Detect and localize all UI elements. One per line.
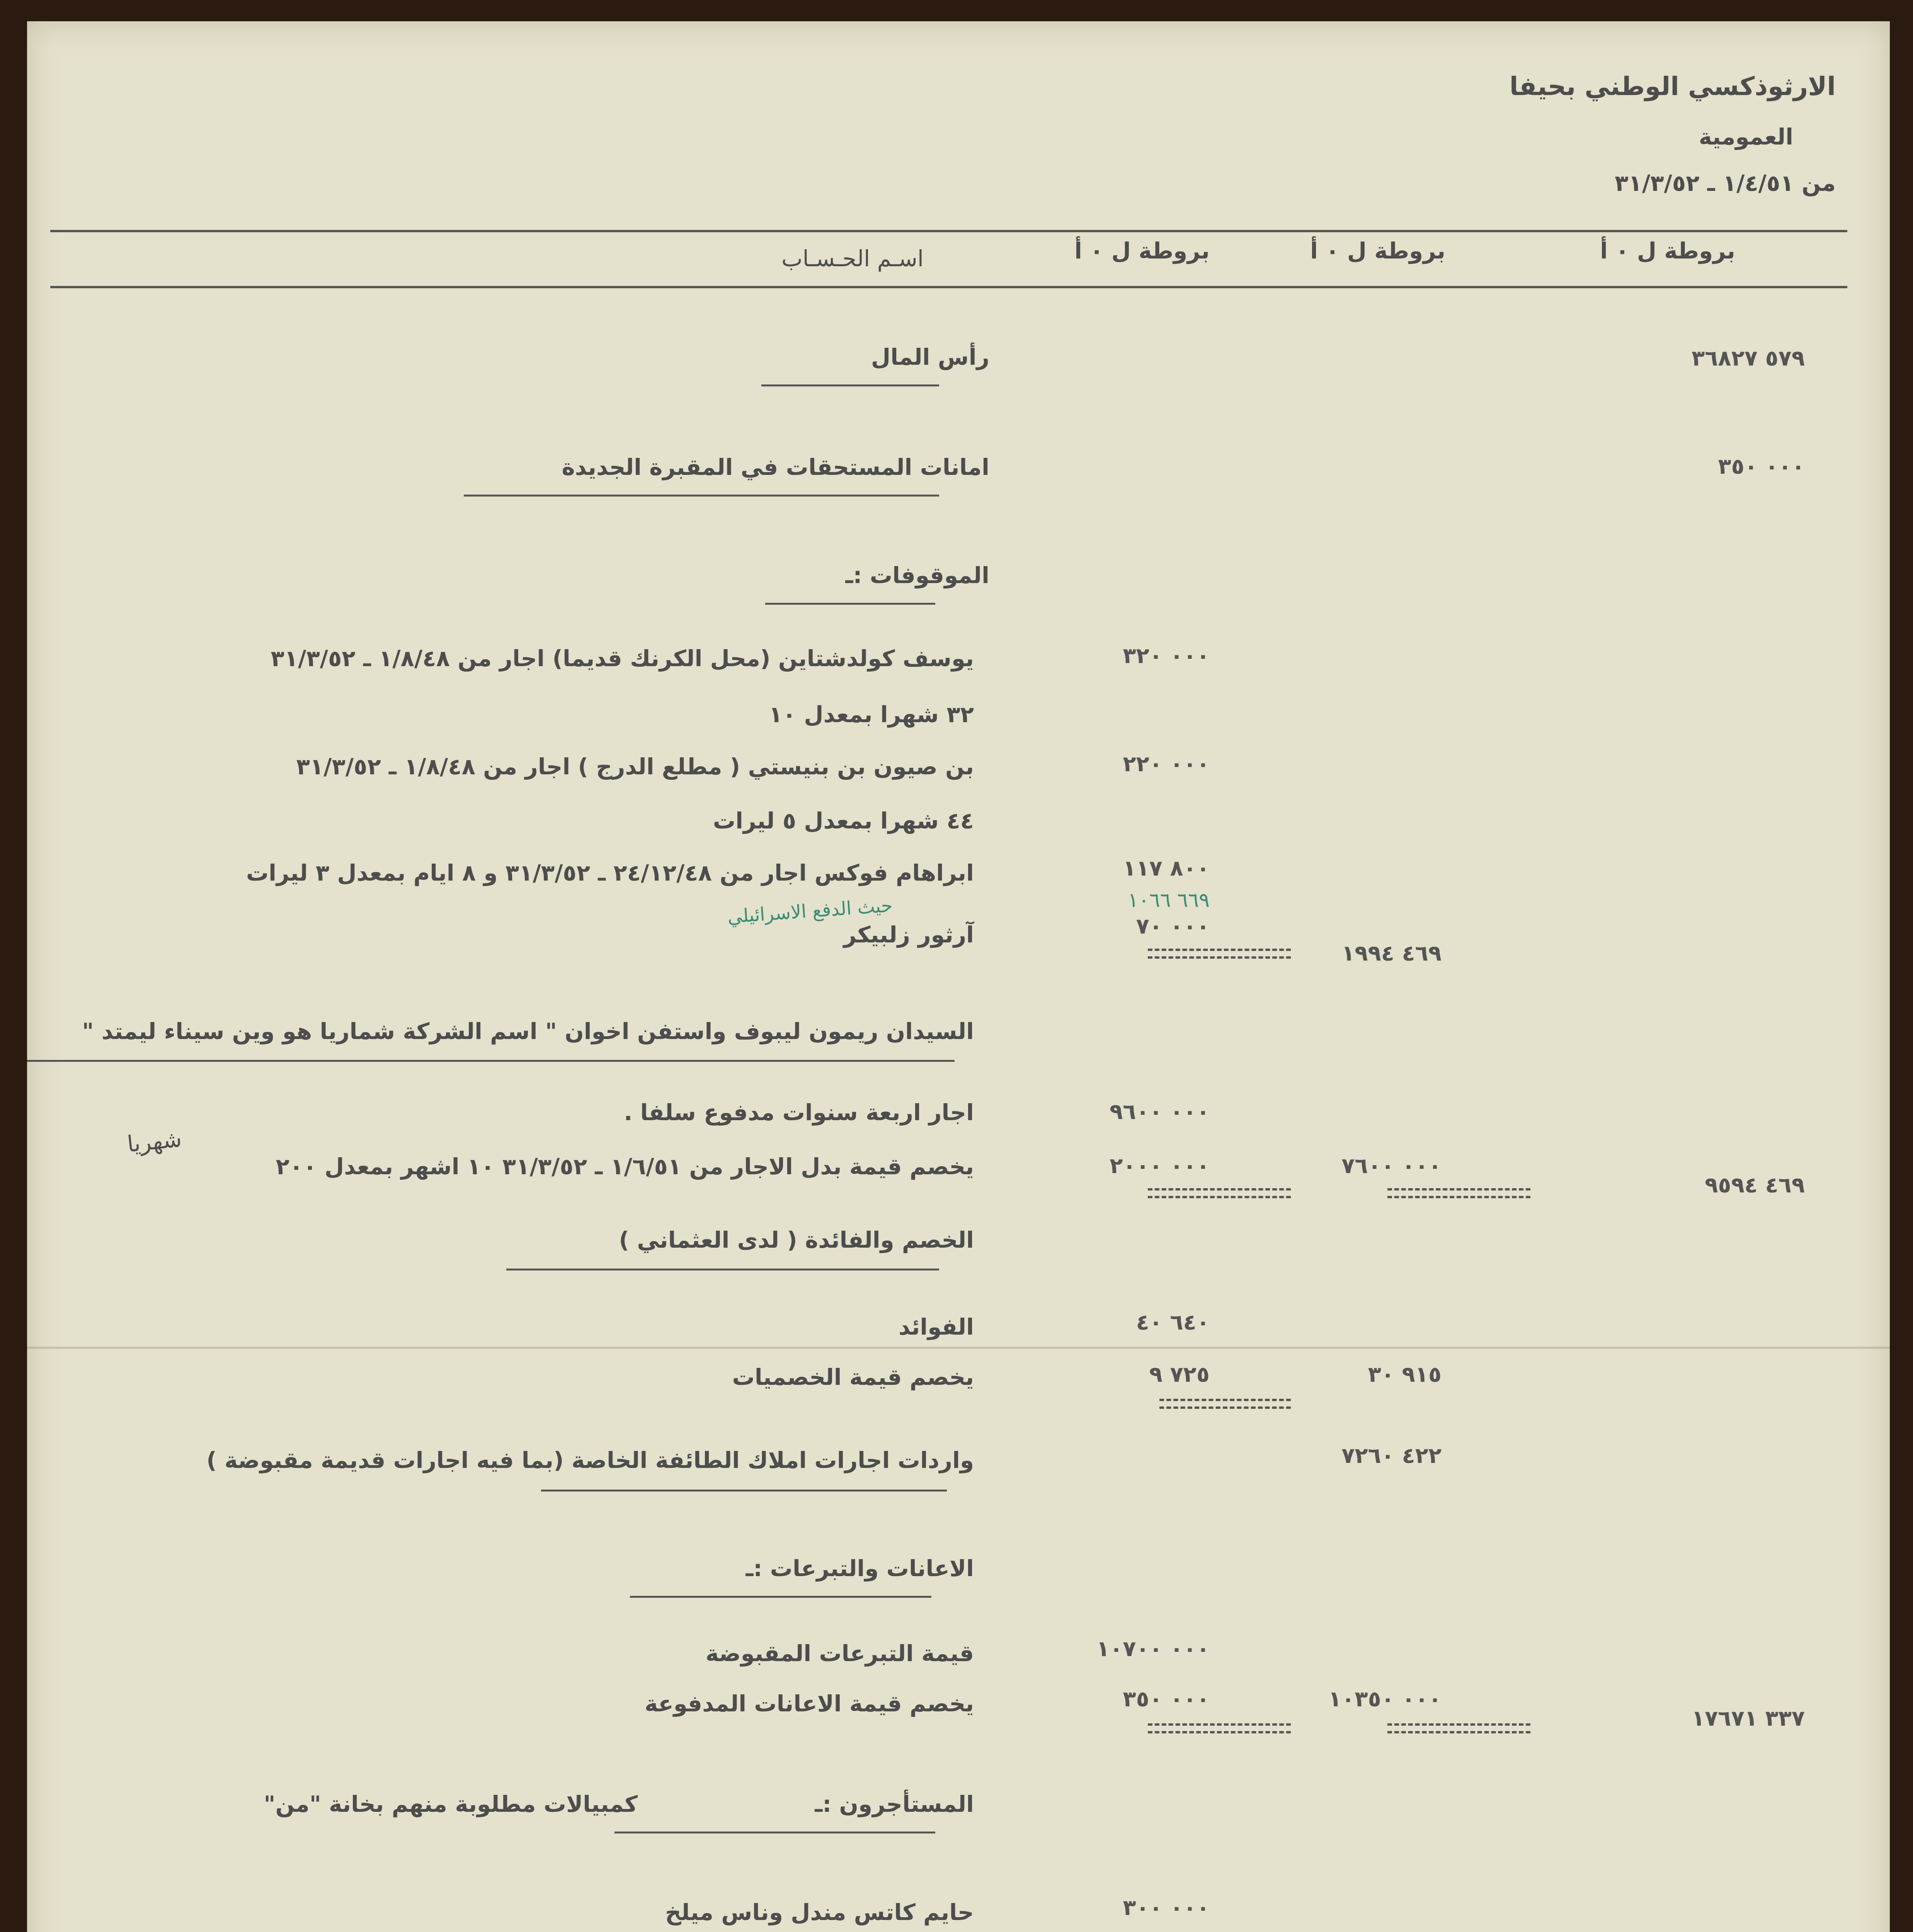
discount-underline [506,1269,939,1270]
header-line3: من ١/٤/٥١ ـ ٣١/٣/٥٢ [1615,170,1836,196]
deposits-underline [464,495,939,497]
suspended-title: الموقوفات :ـ [845,562,989,588]
suspended-row1-text: يوسف كولدشتاين (محل الكرنك قديما) اجار من ١/٨/٤٨ ـ ٣١/٣/٥٢ [271,645,974,672]
donations-double-rule-a [1148,1723,1291,1733]
capital-underline [761,384,939,386]
suspended-row3-green-note: حيث الدفع الاسرائيلي [727,895,894,928]
donations-row2-text: يخصم قيمة الاعانات المدفوعة [645,1690,974,1717]
donations-row1-text: قيمة التبرعات المقبوضة [705,1640,974,1667]
tenants-row1-value: ٠٠٠ ٣٠٠ [1123,1895,1210,1920]
header-rule-top [50,230,1847,232]
donations-row1-value: ٠٠٠ ١٠٧٠٠ [1096,1636,1210,1662]
suspended-row2-sub: ٤٤ شهرا بمعدل ٥ ليرات [713,808,974,834]
column-name-header: اسـم الحـسـاب [781,245,924,272]
discount-row2-text: يخصم قيمة الخصميات [732,1364,974,1390]
suspended-row1-sub: ٣٢ شهرا بمعدل ١٠ [769,701,974,728]
discount-net: ٩١٥ ٣٠ [1368,1362,1442,1387]
suspended-row4-value: ٠٠٠ ٧٠ [1136,914,1210,939]
discount-row2-value: ٧٢٥ ٩ [1149,1362,1210,1387]
donations-row2-value: ٠٠٠ ٣٥٠ [1123,1687,1210,1712]
discount-title: الخصم والفائدة ( لدى العثماني ) [619,1227,974,1253]
suspended-row4-text: آرثور زلبيكر [843,922,974,948]
tenants-row1-text: حايم كاتس مندل وناس ميلخ [665,1899,974,1925]
lease-total: ٤٦٩ ٩٥٩٤ [1705,1173,1805,1198]
ledger-page [27,21,1890,1932]
header-rule-bottom [50,286,1847,288]
suspended-double-rule [1148,949,1291,959]
donations-double-rule-b [1387,1723,1530,1733]
deposits-title: امانات المستحقات في المقبرة الجديدة [562,454,989,480]
revenue-underline [541,1490,947,1492]
header-line2: العمومية [1699,124,1793,150]
suspended-row3-text: ابراهام فوكس اجار من ٢٤/١٢/٤٨ ـ ٣١/٣/٥٢ و ٨ ايام بمعدل ٣ ليرات [246,860,974,886]
donations-total: ٣٣٧ ١٧٦٧١ [1692,1706,1805,1731]
column-b-header: بروطة ل ٠ أ [1310,238,1445,264]
tenants-note: كمبيالات مطلوبة منهم بخانة "من" [264,1791,638,1817]
suspended-row1-value: ٠٠٠ ٣٢٠ [1123,643,1210,668]
lease-row1-value: ٠٠٠ ٩٦٠٠ [1110,1099,1210,1124]
tenants-underline [614,1832,935,1833]
lease-row2-text: يخصم قيمة بدل الاجار من ١/٦/٥١ ـ ٣١/٣/٥٢ ١٠ اشهر بمعدل ٢٠٠ [276,1153,974,1180]
suspended-row2-value: ٠٠٠ ٢٢٠ [1123,752,1210,777]
revenue-value: ٤٢٢ ٧٢٦٠ [1341,1443,1442,1468]
donations-title: الاعانات والتبرعات :ـ [745,1555,974,1582]
donations-underline [630,1596,931,1598]
suspended-underline [765,603,935,605]
suspended-subtotal: ٤٦٩ ١٩٩٤ [1341,941,1442,966]
tenants-title: المستأجرون :ـ [815,1791,974,1817]
donations-net: ٠٠٠ ١٠٣٥٠ [1328,1687,1442,1712]
deposits-total: ٠٠٠ ٣٥٠ [1718,454,1805,479]
lease-double-rule-b [1387,1188,1530,1198]
suspended-row3-green-value: ٦٦٩ ١٠٦٦ [1127,889,1210,912]
capital-title: رأس المال [871,344,989,370]
lease-title: السيدان ريمون ليبوف واستفن اخوان " اسم الشركة شماريا هو وين سيناء ليمتد " [82,1018,974,1044]
column-c-header: بروطة ل ٠ أ [1600,238,1735,264]
lease-row1-text: اجار اربعة سنوات مدفوع سلفا . [624,1099,974,1126]
discount-row1-text: الفوائد [899,1314,974,1340]
suspended-row3-value: ٨٠٠ ١١٧ [1123,856,1210,881]
column-a-header: بروطة ل ٠ أ [1074,238,1210,264]
lease-row2-extra: شهريا [126,1125,183,1158]
lease-net: ٠٠٠ ٧٦٠٠ [1341,1153,1442,1179]
paper-crease [27,1347,1890,1349]
revenue-text: واردات اجارات املاك الطائفة الخاصة (بما فيه اجارات قديمة مقبوضة ) [206,1447,974,1473]
capital-total: ٥٧٩ ٣٦٨٢٧ [1692,346,1805,371]
header-line1: الارثوذكسي الوطني بحيفا [1509,71,1836,101]
discount-double-rule [1159,1399,1291,1409]
lease-double-rule-a [1148,1188,1291,1198]
lease-underline [27,1060,955,1062]
discount-row1-value: ٦٤٠ ٤٠ [1136,1310,1210,1335]
lease-row2-value: ٠٠٠ ٢٠٠٠ [1110,1153,1210,1179]
suspended-row2-text: بن صيون بن بنيستي ( مطلع الدرج ) اجار من ١/٨/٤٨ ـ ٣١/٣/٥٢ [296,753,974,780]
